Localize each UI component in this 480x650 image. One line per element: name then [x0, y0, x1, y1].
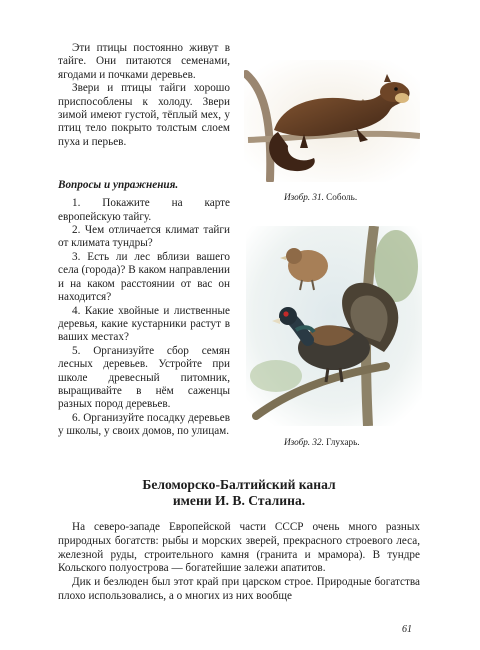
- body-paragraph-2: Дик и безлюден был этот край при царском строе. Природные богатства плохо использовались, а о многих из них вообще: [58, 576, 420, 602]
- questions-list: [58, 197, 230, 438]
- question-item: 3. Есть ли лес вблизи вашего села (города)? В каком направлении и на каком расстоянии от вас он находится?: [58, 250, 230, 304]
- question-item: 2. Чем отличается климат тайги от климата тундры?: [58, 224, 230, 250]
- figure-31-title: Соболь.: [326, 192, 358, 202]
- question-item: 1. Покажите на карте европейскую тайгу.: [58, 197, 230, 223]
- question-item: 4. Какие хвойные и лиственные деревья, какие кустарники растут в ваших местах?: [58, 304, 230, 344]
- sable-illustration: [244, 60, 420, 182]
- figure-32-label: Изобр. 32.: [284, 437, 324, 447]
- figure-32-title: Глухарь.: [326, 437, 360, 447]
- intro-paragraph-2: Звери и птицы тайги хорошо приспособлены к холоду. Звери зимой имеют густой, тёплый мех, у птиц тело покрыто толстым слоем пуха и перьев.: [58, 82, 230, 148]
- figure-31-label: Изобр. 31.: [284, 192, 324, 202]
- question-item: 5. Организуйте сбор семян лесных деревьев. Устройте при школе древесный питомник, выращивайте в нём саженцы разных пород деревьев.: [58, 344, 230, 411]
- capercaillie-illustration: [246, 226, 422, 426]
- questions-heading: Вопросы и упражнения.: [58, 179, 179, 192]
- figure-31-caption: [284, 192, 357, 202]
- body-text: [58, 521, 420, 604]
- figure-32-caption: [284, 437, 360, 447]
- question-item: 6. Организуйте посадку деревьев у школы, у своих домов, по улицам.: [58, 411, 230, 438]
- left-column: [58, 42, 230, 439]
- section-title-line-2: имени И. В. Сталина.: [172, 493, 306, 508]
- page-number: 61: [402, 624, 412, 635]
- body-paragraph-1: На северо-западе Европейской части СССР очень много разных природных богатств: рыбы и морских зверей, прекрасного строевого леса, железной руды, строительного камня (гранита и мрамора). В тундре Кольского полуострова — богатейшие залежи апатитов.: [58, 521, 420, 575]
- intro-paragraph-1: Эти птицы постоянно живут в тайге. Они питаются семенами, ягодами и почками деревьев.: [58, 42, 230, 81]
- section-title-line-1: Беломорско-Балтийский канал: [142, 477, 336, 492]
- section-title: [58, 477, 420, 509]
